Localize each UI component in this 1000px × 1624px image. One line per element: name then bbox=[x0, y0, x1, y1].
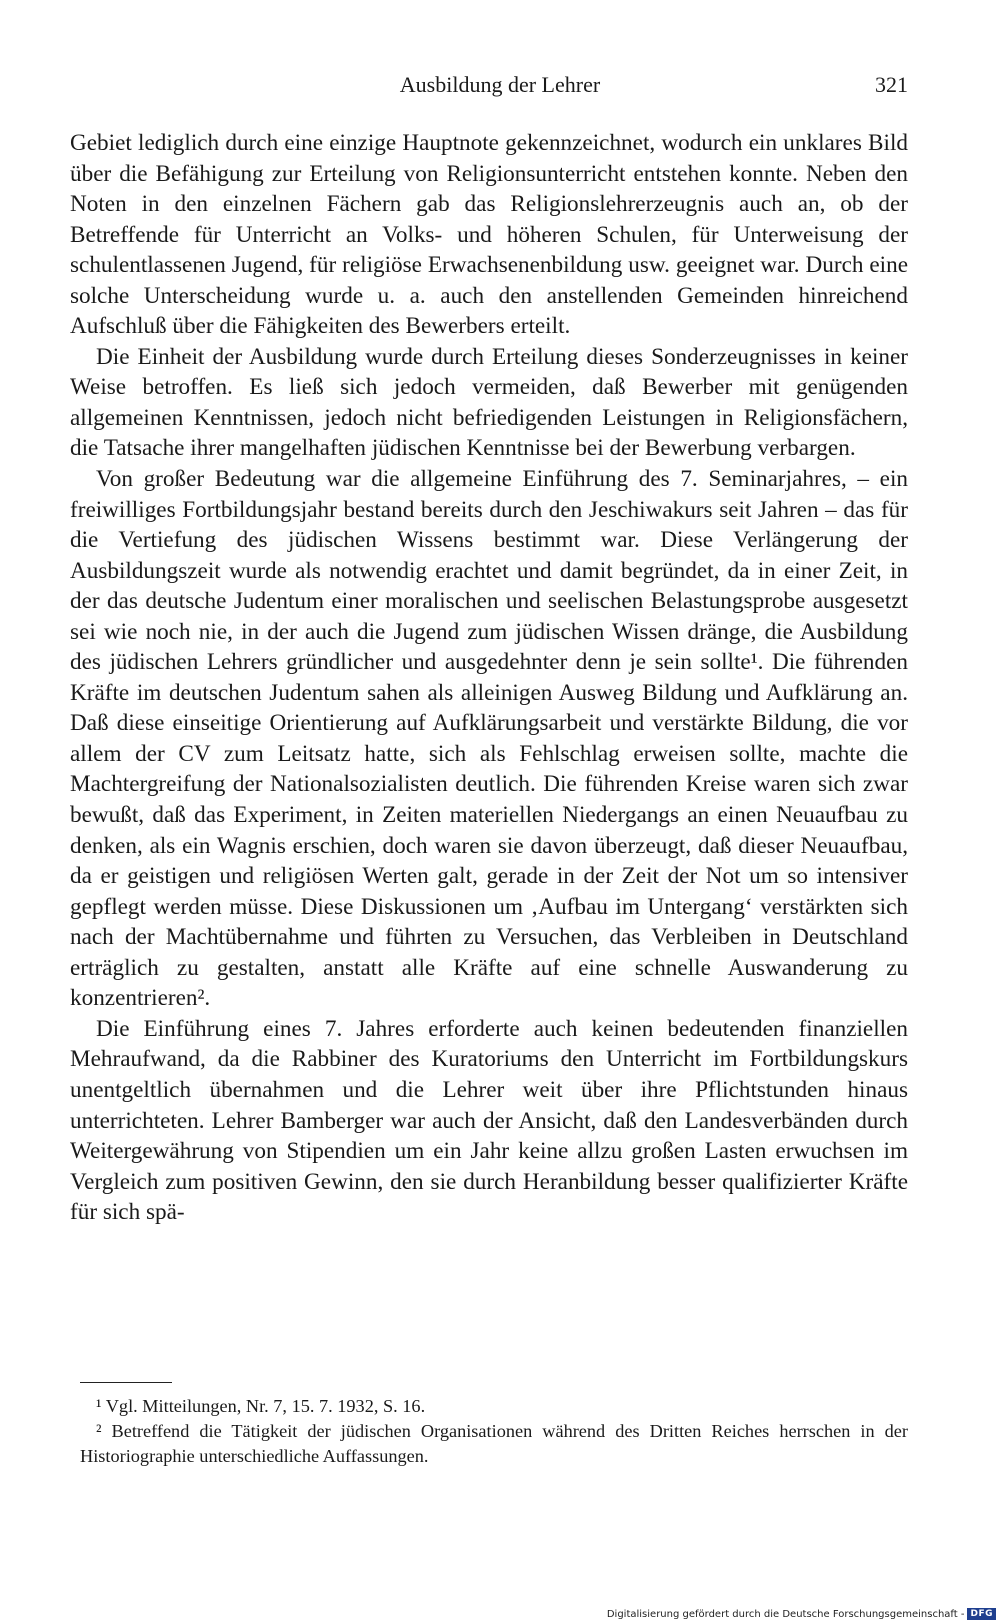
page-header bbox=[0, 68, 1000, 104]
footnote: ² Betreffend die Tätigkeit der jüdischen Organisationen während des Dritten Reiches herrschen in der Historiographie unterschiedliche Auffassungen. bbox=[80, 1421, 908, 1466]
running-title: Ausbildung der Lehrer bbox=[399, 72, 601, 97]
paragraph: Die Einheit der Ausbildung wurde durch Erteilung dieses Sonderzeugnisses in keiner Weise betroffen. Es ließ sich jedoch vermeiden, daß Bewerber mit genügenden allgemeinen Kenntnissen, jedoch nicht befriedigenden Leistungen in Religionsfächern, die Tatsache ihrer mangelhaften jüdischen Kenntnisse bei der Bewerbung verbargen. bbox=[70, 343, 908, 462]
paragraph: Gebiet lediglich durch eine einzige Hauptnote gekennzeichnet, wodurch ein unklares Bild über die Befähigung zur Erteilung von Religionsunterricht entstehen konnte. Neben den Noten in den einzelnen Fächern gab das Religionslehrerzeugnis auch an, ob der Betreffende für Unterricht an Volks- und höheren Schulen, für Unterweisung der schulentlassenen Jugend, für religiöse Erwachsenenbildung usw. geeignet war. Durch eine solche Unterscheidung wurde u. a. auch den anstellenden Gemeinden hinreichend Aufschluß über die Fähigkeiten des Bewerbers erteilt. bbox=[70, 130, 908, 340]
footnote-divider bbox=[80, 1382, 172, 1383]
dfg-logo: DFG bbox=[967, 1608, 996, 1620]
body-text bbox=[70, 128, 908, 1228]
footnotes bbox=[80, 1394, 908, 1469]
credit-text: Digitalisierung gefördert durch die Deutsche Forschungsgemeinschaft - bbox=[606, 1608, 965, 1620]
footnote: ¹ Vgl. Mitteilungen, Nr. 7, 15. 7. 1932, S. 16. bbox=[96, 1396, 426, 1416]
paragraph: Von großer Bedeutung war die allgemeine Einführung des 7. Seminarjahres, – ein freiwilliges Fortbildungsjahr bestand bereits durch den Jeschiwakurs seit Jahren – das für die Vertiefung des jüdischen Wissens bestimmt war. Diese Verlängerung der Ausbildungszeit wurde als notwendig erachtet und damit begründet, da in einer Zeit, in der das deutsche Judentum einer moralischen und seelischen Belastungsprobe ausgesetzt sei wie noch nie, in der auch die Jugend zum jüdischen Wissen dränge, die Ausbildung des jüdischen Lehrers gründlicher und ausgedehnter denn je sein sollte¹. Die führenden Kräfte im deutschen Judentum sahen als alleinigen Ausweg Bildung und Aufklärung an. Daß diese einseitige Orientierung auf Aufklärungsarbeit und verstärkte Bildung, die vor allem der CV zum Leitsatz hatte, sich als Fehlschlag erweisen sollte, machte die Machtergreifung der Nationalsozialisten deutlich. Die führenden Kreise waren sich zwar bewußt, daß das Experiment, in Zeiten materiellen Niedergangs an einen Neuaufbau zu denken, als ein Wagnis erschien, doch waren sie davon überzeugt, daß dieser Neuaufbau, da er geistigen und religiösen Werten galt, gerade in der Zeit der Not um so intensiver gepflegt werden müsse. Diese Diskussionen um ‚Aufbau im Untergang‘ verstärkten sich nach der Machtübernahme und führten zu Versuchen, das Verbleiben in Deutschland erträglich zu gestalten, anstatt alle Kräfte auf eine schnelle Auswanderung zu konzentrieren². bbox=[70, 466, 908, 1012]
page-number: 321 bbox=[875, 72, 908, 97]
paragraph: Die Einführung eines 7. Jahres erforderte auch keinen bedeutenden finanziellen Mehraufwand, da die Rabbiner des Kuratoriums den Unterricht im Fortbildungskurs unentgeltlich übernahmen und die Lehrer weit über ihre Pflichtstunden hinaus unterrichteten. Lehrer Bamberger war auch der Ansicht, daß den Landesverbänden durch Weitergewährung von Stipendien um ein Jahr keine allzu großen Lasten erwuchsen im Vergleich zum positiven Gewinn, den sie durch Heranbildung besser qualifizierter Kräfte für sich spä- bbox=[70, 1015, 908, 1226]
digitization-credit bbox=[607, 1608, 996, 1620]
